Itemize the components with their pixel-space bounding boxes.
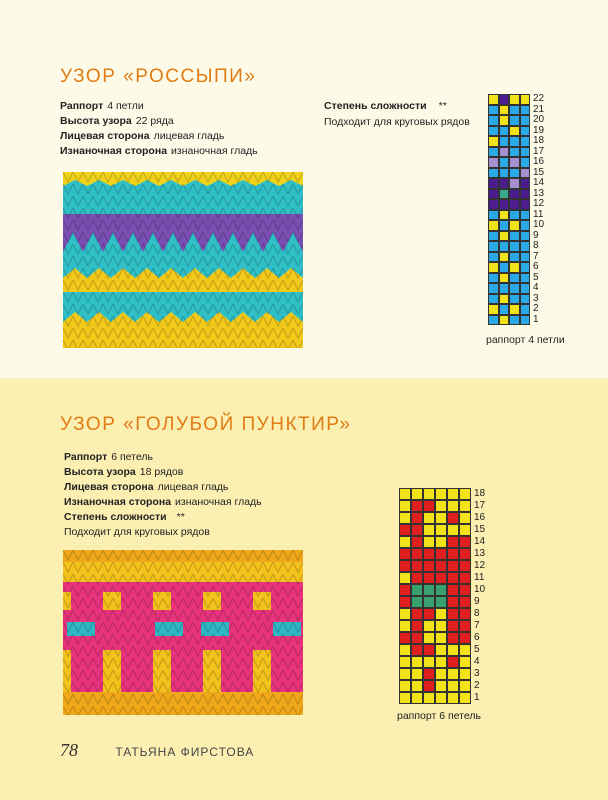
pattern-2-photo xyxy=(63,550,303,715)
pattern-1-chart-cell xyxy=(520,105,531,116)
pattern-1-chart-cell xyxy=(509,210,520,221)
param-height: Высота узора 18 рядов xyxy=(64,466,184,478)
pattern-1-chart-cell xyxy=(488,136,499,147)
pattern-2-chart-cell xyxy=(423,632,435,644)
pattern-2-chart-cell xyxy=(399,524,411,536)
pattern-2-chart-cell xyxy=(411,644,423,656)
pattern-2-chart-cell xyxy=(399,596,411,608)
pattern-2-chart-cell xyxy=(459,620,471,632)
pattern-2-chart-cell xyxy=(411,572,423,584)
pattern-2-chart-cell xyxy=(447,548,459,560)
pattern-1-difficulty: Степень сложности ** Подходит для круговых рядов xyxy=(324,99,474,129)
pattern-2-chart-cell xyxy=(435,572,447,584)
pattern-2-chart-cell xyxy=(435,548,447,560)
pattern-1-chart-cell xyxy=(509,231,520,242)
pattern-2-chart-cell xyxy=(399,536,411,548)
pattern-2-chart-cell xyxy=(399,572,411,584)
pattern-2-chart xyxy=(399,488,509,728)
param-repeat: Раппорт 4 петли xyxy=(60,100,144,112)
pattern-2-chart-cell xyxy=(399,500,411,512)
page-footer xyxy=(60,740,254,761)
pattern-2-chart-cell xyxy=(411,548,423,560)
pattern-2-chart-row-number: 1 xyxy=(474,692,480,703)
pattern-1-chart-cell xyxy=(520,94,531,105)
page-number: 78 xyxy=(60,740,78,760)
pattern-2-chart-row-number: 18 xyxy=(474,488,486,499)
param-back-side: Изнаночная сторона изнаночная гладь xyxy=(64,496,262,508)
pattern-2-chart-cell xyxy=(411,680,423,692)
pattern-2-chart-cell xyxy=(411,500,423,512)
pattern-1-chart-cell xyxy=(520,168,531,179)
param-front-side: Лицевая сторона лицевая гладь xyxy=(64,481,229,493)
pattern-2-chart-row-number: 9 xyxy=(474,596,480,607)
pattern-2-chart-cell xyxy=(411,656,423,668)
pattern-2-chart-cell xyxy=(459,512,471,524)
pattern-1-params xyxy=(60,99,258,159)
pattern-2-chart-cell xyxy=(411,536,423,548)
pattern-2-chart-cell xyxy=(459,548,471,560)
pattern-1-chart-cell xyxy=(520,126,531,137)
pattern-1-chart-cell xyxy=(499,94,510,105)
pattern-2-chart-cell xyxy=(399,680,411,692)
pattern-1-chart-cell xyxy=(509,136,520,147)
pattern-1-chart-row-number: 4 xyxy=(533,282,539,294)
pattern-2-chart-row-number: 17 xyxy=(474,500,486,511)
pattern-1-chart-cell xyxy=(509,168,520,179)
pattern-2-chart-cell xyxy=(459,668,471,680)
pattern-1-chart-cell xyxy=(520,241,531,252)
pattern-1-chart-cell xyxy=(509,126,520,137)
pattern-1-chart-cell xyxy=(488,262,499,273)
pattern-1-chart-cell xyxy=(509,273,520,284)
pattern-1-chart-cell xyxy=(499,294,510,305)
pattern-1-chart-row-number: 11 xyxy=(533,208,544,220)
pattern-1-chart-row-number: 21 xyxy=(533,103,545,115)
pattern-2-chart-cell xyxy=(399,488,411,500)
pattern-2-chart-cell xyxy=(435,632,447,644)
pattern-2-note: Подходит для круговых рядов xyxy=(64,526,210,538)
pattern-2-chart-cell xyxy=(459,644,471,656)
pattern-2-chart-row-number: 4 xyxy=(474,656,480,667)
pattern-1-chart-cell xyxy=(509,262,520,273)
pattern-2-chart-cell xyxy=(399,512,411,524)
pattern-1-chart-cell xyxy=(520,304,531,315)
pattern-1-chart-cell xyxy=(520,220,531,231)
pattern-2-chart-cell xyxy=(459,596,471,608)
pattern-1-chart-cell xyxy=(488,199,499,210)
pattern-2-chart-row-number: 10 xyxy=(474,584,486,595)
pattern-2-chart-cell xyxy=(411,488,423,500)
pattern-1-chart-row-number: 12 xyxy=(533,198,545,210)
pattern-2-chart-cell xyxy=(423,584,435,596)
pattern-2-chart-cell xyxy=(423,560,435,572)
pattern-2-params xyxy=(64,450,262,539)
pattern-2-chart-row-number: 2 xyxy=(474,680,480,691)
pattern-1-chart-cell xyxy=(509,115,520,126)
pattern-1-chart-cell xyxy=(488,126,499,137)
pattern-1-chart-row-number: 20 xyxy=(533,114,545,126)
pattern-2-chart-cell xyxy=(423,572,435,584)
pattern-2-chart-cell xyxy=(447,524,459,536)
pattern-2-chart-cell xyxy=(399,656,411,668)
pattern-2-chart-cell xyxy=(411,632,423,644)
pattern-1-chart-cell xyxy=(499,126,510,137)
pattern-1-chart-row-number: 3 xyxy=(533,292,539,304)
pattern-2-title: УЗОР «ГОЛУБОЙ ПУНКТИР» xyxy=(60,414,352,435)
pattern-2-chart-cell xyxy=(435,692,447,704)
pattern-2-chart-cell xyxy=(447,680,459,692)
pattern-2-chart-cell xyxy=(447,536,459,548)
pattern-1-chart-row-number: 1 xyxy=(533,313,539,325)
pattern-1-chart-cell xyxy=(499,315,510,326)
pattern-1-chart-cell xyxy=(520,262,531,273)
pattern-1-chart-cell xyxy=(499,136,510,147)
pattern-1-chart-cell xyxy=(509,304,520,315)
pattern-2-chart-cell xyxy=(423,548,435,560)
param-back-side: Изнаночная сторона изнаночная гладь xyxy=(60,145,258,157)
pattern-1-chart-row-number: 8 xyxy=(533,240,539,252)
pattern-2-chart-cell xyxy=(447,488,459,500)
pattern-1-chart-row-number: 13 xyxy=(533,187,545,199)
pattern-1-chart-cell xyxy=(520,315,531,326)
pattern-2-chart-cell xyxy=(423,644,435,656)
pattern-1-chart-row-number: 17 xyxy=(533,145,545,157)
pattern-2-chart-cell xyxy=(423,656,435,668)
pattern-1-note: Подходит для круговых рядов xyxy=(324,116,470,128)
pattern-1-chart-cell xyxy=(499,105,510,116)
pattern-2-chart-cell xyxy=(447,584,459,596)
pattern-1-chart-cell xyxy=(499,115,510,126)
pattern-1-chart-cell xyxy=(509,189,520,200)
pattern-1-chart-cell xyxy=(509,94,520,105)
pattern-1-chart-cell xyxy=(520,115,531,126)
pattern-2-chart-cell xyxy=(423,608,435,620)
pattern-1-chart-cell xyxy=(520,252,531,263)
pattern-2-chart-cell xyxy=(459,692,471,704)
pattern-1-chart-cell xyxy=(499,189,510,200)
pattern-1-chart-cell xyxy=(520,273,531,284)
pattern-1-chart-cell xyxy=(488,147,499,158)
pattern-1-photo xyxy=(63,172,303,348)
pattern-2-chart-cell xyxy=(435,620,447,632)
pattern-2-chart-cell xyxy=(423,596,435,608)
pattern-2-chart-cell xyxy=(399,584,411,596)
pattern-2-chart-cell xyxy=(435,668,447,680)
pattern-2-chart-cell xyxy=(447,620,459,632)
pattern-1-chart-row-number: 22 xyxy=(533,93,545,105)
pattern-2-chart-row-number: 14 xyxy=(474,536,486,547)
pattern-1-chart-cell xyxy=(509,252,520,263)
param-front-side: Лицевая сторона лицевая гладь xyxy=(60,130,225,142)
pattern-1-chart-cell xyxy=(488,294,499,305)
pattern-1-chart-cell xyxy=(499,210,510,221)
pattern-2-chart-row-number: 13 xyxy=(474,548,486,559)
pattern-1-chart-caption: раппорт 4 петли xyxy=(486,334,565,346)
pattern-2-chart-cell xyxy=(399,692,411,704)
pattern-2-chart-cell xyxy=(435,656,447,668)
pattern-2-chart-cell xyxy=(435,560,447,572)
pattern-1-chart xyxy=(488,94,598,344)
pattern-2-chart-cell xyxy=(399,548,411,560)
pattern-2-chart-cell xyxy=(447,632,459,644)
pattern-1-chart-cell xyxy=(488,304,499,315)
pattern-1-chart-cell xyxy=(509,241,520,252)
pattern-2-chart-cell xyxy=(399,644,411,656)
pattern-2-chart-cell xyxy=(423,692,435,704)
pattern-1-chart-cell xyxy=(488,157,499,168)
pattern-1-chart-row-number: 7 xyxy=(533,250,539,262)
pattern-1-chart-cell xyxy=(509,283,520,294)
pattern-1-chart-cell xyxy=(499,168,510,179)
pattern-1-chart-cell xyxy=(520,283,531,294)
pattern-1-chart-cell xyxy=(520,157,531,168)
pattern-1-chart-cell xyxy=(488,105,499,116)
pattern-1-chart-cell xyxy=(499,241,510,252)
param-height: Высота узора 22 ряда xyxy=(60,115,174,127)
pattern-2-chart-cell xyxy=(459,536,471,548)
pattern-2-chart-cell xyxy=(447,572,459,584)
pattern-1-chart-row-number: 19 xyxy=(533,124,545,136)
pattern-1-chart-cell xyxy=(499,199,510,210)
param-difficulty: Степень сложности ** xyxy=(64,511,185,523)
pattern-1-chart-cell xyxy=(520,231,531,242)
pattern-1-chart-cell xyxy=(499,231,510,242)
pattern-2-chart-cell xyxy=(447,692,459,704)
pattern-1-chart-cell xyxy=(488,178,499,189)
pattern-1-chart-cell xyxy=(509,220,520,231)
pattern-2-chart-row-number: 8 xyxy=(474,608,480,619)
pattern-2-chart-cell xyxy=(447,644,459,656)
pattern-1-chart-cell xyxy=(499,157,510,168)
pattern-1-chart-cell xyxy=(520,210,531,221)
pattern-2-chart-cell xyxy=(459,500,471,512)
pattern-2-chart-cell xyxy=(435,596,447,608)
pattern-2-chart-cell xyxy=(435,644,447,656)
pattern-2-chart-row-number: 16 xyxy=(474,512,486,523)
pattern-1-chart-cell xyxy=(488,168,499,179)
pattern-1-title: УЗОР «РОССЫПИ» xyxy=(60,66,257,87)
pattern-2-chart-row-number: 6 xyxy=(474,632,480,643)
pattern-2-chart-cell xyxy=(435,500,447,512)
pattern-1-chart-cell xyxy=(520,147,531,158)
pattern-1-chart-cell xyxy=(499,273,510,284)
pattern-2-chart-cell xyxy=(435,512,447,524)
pattern-2-chart-cell xyxy=(435,608,447,620)
author-name: ТАТЬЯНА ФИРСТОВА xyxy=(115,745,255,759)
pattern-1-chart-cell xyxy=(520,294,531,305)
pattern-1-chart-cell xyxy=(509,157,520,168)
pattern-2-chart-cell xyxy=(411,524,423,536)
pattern-1-chart-row-number: 6 xyxy=(533,261,539,273)
pattern-1-chart-cell xyxy=(488,315,499,326)
pattern-2-chart-row-number: 15 xyxy=(474,524,486,535)
pattern-2-chart-cell xyxy=(459,632,471,644)
pattern-2-chart-cell xyxy=(411,584,423,596)
pattern-2-chart-cell xyxy=(423,488,435,500)
pattern-1-chart-row-number: 2 xyxy=(533,303,539,315)
param-repeat: Раппорт 6 петель xyxy=(64,451,153,463)
pattern-2-chart-caption: раппорт 6 петель xyxy=(397,710,481,722)
pattern-2-chart-cell xyxy=(435,680,447,692)
pattern-2-chart-cell xyxy=(411,596,423,608)
pattern-2-chart-cell xyxy=(399,560,411,572)
pattern-2-chart-cell xyxy=(459,680,471,692)
pattern-1-chart-cell xyxy=(499,220,510,231)
pattern-2-chart-cell xyxy=(459,524,471,536)
pattern-2-chart-cell xyxy=(459,584,471,596)
pattern-2-chart-cell xyxy=(423,620,435,632)
pattern-1-chart-cell xyxy=(488,210,499,221)
pattern-2-chart-cell xyxy=(411,512,423,524)
pattern-1-chart-row-number: 18 xyxy=(533,135,545,147)
pattern-1-chart-cell xyxy=(499,252,510,263)
pattern-2-chart-cell xyxy=(399,668,411,680)
pattern-2-chart-cell xyxy=(459,608,471,620)
pattern-1-chart-cell xyxy=(509,147,520,158)
pattern-1-chart-cell xyxy=(520,136,531,147)
pattern-1-chart-cell xyxy=(488,115,499,126)
pattern-2-chart-cell xyxy=(423,500,435,512)
pattern-2-chart-cell xyxy=(435,584,447,596)
pattern-2-chart-cell xyxy=(411,668,423,680)
pattern-2-chart-cell xyxy=(435,524,447,536)
pattern-1-chart-cell xyxy=(509,315,520,326)
pattern-2-chart-row-number: 12 xyxy=(474,560,486,571)
pattern-1-chart-cell xyxy=(499,283,510,294)
pattern-2-chart-cell xyxy=(447,560,459,572)
pattern-1-chart-row-number: 5 xyxy=(533,271,539,283)
pattern-2-chart-cell xyxy=(423,668,435,680)
pattern-2-chart-cell xyxy=(411,560,423,572)
pattern-1-chart-row-number: 16 xyxy=(533,156,545,168)
pattern-1-chart-cell xyxy=(499,147,510,158)
pattern-1-chart-cell xyxy=(488,231,499,242)
pattern-1-chart-cell xyxy=(509,294,520,305)
pattern-1-chart-cell xyxy=(488,273,499,284)
pattern-1-chart-cell xyxy=(520,199,531,210)
pattern-2-chart-cell xyxy=(399,608,411,620)
pattern-2-chart-cell xyxy=(399,620,411,632)
pattern-2-chart-row-number: 7 xyxy=(474,620,480,631)
pattern-2-chart-row-number: 11 xyxy=(474,572,485,583)
pattern-2-chart-cell xyxy=(423,680,435,692)
pattern-2-chart-cell xyxy=(411,608,423,620)
pattern-1-chart-cell xyxy=(509,199,520,210)
pattern-2-chart-cell xyxy=(459,560,471,572)
pattern-2-chart-cell xyxy=(447,656,459,668)
pattern-2-chart-cell xyxy=(435,488,447,500)
pattern-2-chart-cell xyxy=(423,524,435,536)
pattern-1-chart-cell xyxy=(520,178,531,189)
pattern-2-chart-cell xyxy=(447,596,459,608)
pattern-2-chart-cell xyxy=(447,668,459,680)
pattern-2-chart-cell xyxy=(435,536,447,548)
pattern-2-chart-cell xyxy=(459,656,471,668)
pattern-1-chart-cell xyxy=(488,252,499,263)
pattern-2-chart-cell xyxy=(411,620,423,632)
pattern-1-chart-cell xyxy=(488,241,499,252)
pattern-1-chart-cell xyxy=(488,283,499,294)
pattern-2-chart-cell xyxy=(423,512,435,524)
pattern-2-chart-row-number: 5 xyxy=(474,644,480,655)
pattern-2-chart-row-number: 3 xyxy=(474,668,480,679)
pattern-1-chart-cell xyxy=(509,105,520,116)
pattern-1-chart-cell xyxy=(520,189,531,200)
pattern-2-chart-cell xyxy=(399,632,411,644)
pattern-1-chart-cell xyxy=(499,262,510,273)
pattern-1-chart-row-number: 9 xyxy=(533,229,539,241)
pattern-1-chart-row-number: 10 xyxy=(533,219,545,231)
pattern-1-chart-cell xyxy=(488,220,499,231)
pattern-1-chart-cell xyxy=(499,304,510,315)
pattern-1-chart-cell xyxy=(499,178,510,189)
pattern-1-chart-row-number: 14 xyxy=(533,177,545,189)
pattern-2-chart-cell xyxy=(459,488,471,500)
pattern-1-chart-cell xyxy=(509,178,520,189)
pattern-2-chart-cell xyxy=(447,608,459,620)
pattern-1-chart-cell xyxy=(488,189,499,200)
pattern-2-chart-cell xyxy=(459,572,471,584)
pattern-2-chart-cell xyxy=(447,500,459,512)
pattern-1-chart-row-number: 15 xyxy=(533,166,545,178)
pattern-2-chart-cell xyxy=(423,536,435,548)
pattern-1-chart-cell xyxy=(488,94,499,105)
pattern-2-chart-cell xyxy=(411,692,423,704)
pattern-2-chart-cell xyxy=(447,512,459,524)
